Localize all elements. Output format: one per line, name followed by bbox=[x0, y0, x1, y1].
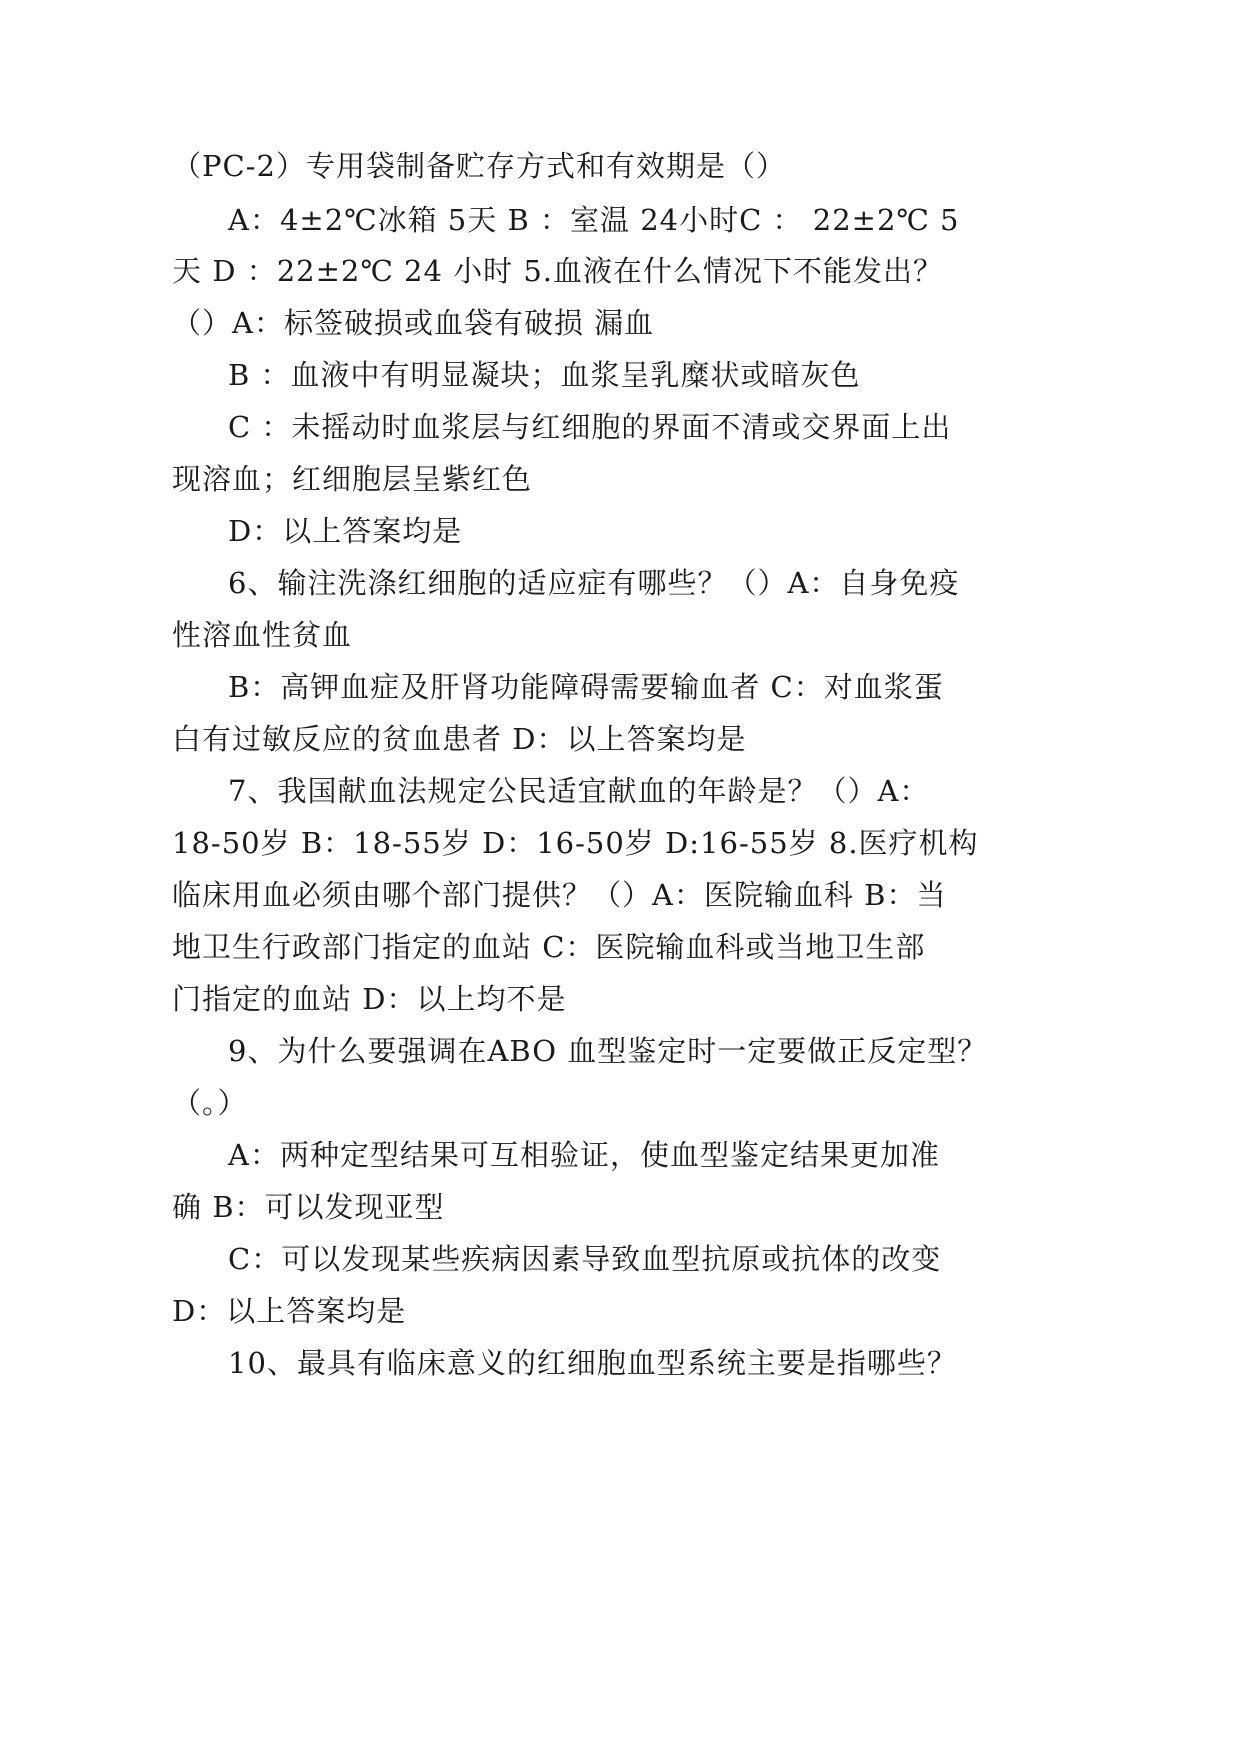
text-line: 6、输注洗涤红细胞的适应症有哪些？（）A：自身免疫 bbox=[228, 566, 960, 600]
text-line: 10、最具有临床意义的红细胞血型系统主要是指哪些？ bbox=[228, 1346, 957, 1380]
text-line: 天 D ：22±2℃ 24 小时 5.血液在什么情况下不能发出？ bbox=[172, 254, 944, 288]
text-line: B：高钾血症及肝肾功能障碍需要输血者 C：对血浆蛋 bbox=[228, 670, 944, 704]
text-line: 临床用血必须由哪个部门提供？（）A：医院输血科 B：当 bbox=[172, 878, 947, 912]
text-line: 确 B：可以发现亚型 bbox=[172, 1190, 445, 1224]
text-line: A：两种定型结果可互相验证，使血型鉴定结果更加准 bbox=[228, 1138, 940, 1172]
text-line: （。） bbox=[172, 1086, 248, 1120]
text-line: （）A：标签破损或血袋有破损 漏血 bbox=[172, 306, 655, 340]
text-line: D：以上答案均是 bbox=[228, 514, 463, 548]
text-line: 性溶血性贫血 bbox=[172, 618, 353, 652]
text-line: （PC-2）专用袋制备贮存方式和有效期是（） bbox=[172, 149, 786, 183]
text-line: 白有过敏反应的贫血患者 D：以上答案均是 bbox=[172, 722, 747, 756]
text-line: 现溶血；红细胞层呈紫红色 bbox=[172, 462, 533, 496]
text-line: 9、为什么要强调在ABO 血型鉴定时一定要做正反定型？ bbox=[228, 1034, 988, 1068]
text-line: C ：未摇动时血浆层与红细胞的界面不清或交界面上出 bbox=[228, 410, 952, 444]
text-line: 地卫生行政部门指定的血站 C：医院输血科或当地卫生部 bbox=[172, 930, 926, 964]
text-line: 门指定的血站 D：以上均不是 bbox=[172, 982, 567, 1016]
text-line: B ：血液中有明显凝块；血浆呈乳糜状或暗灰色 bbox=[228, 358, 861, 392]
text-line: C：可以发现某些疾病因素导致血型抗原或抗体的改变 bbox=[228, 1242, 942, 1276]
text-line: D：以上答案均是 bbox=[172, 1294, 407, 1328]
text-line: 18-50岁 B：18-55岁 D：16-50岁 D:16-55岁 8.医疗机构 bbox=[172, 826, 979, 860]
text-line: A：4±2℃冰箱 5天 B ：室温 24小时C ： 22±2℃ 5 bbox=[228, 203, 960, 237]
text-line: 7、我国献血法规定公民适宜献血的年龄是？（）A： bbox=[228, 774, 930, 808]
